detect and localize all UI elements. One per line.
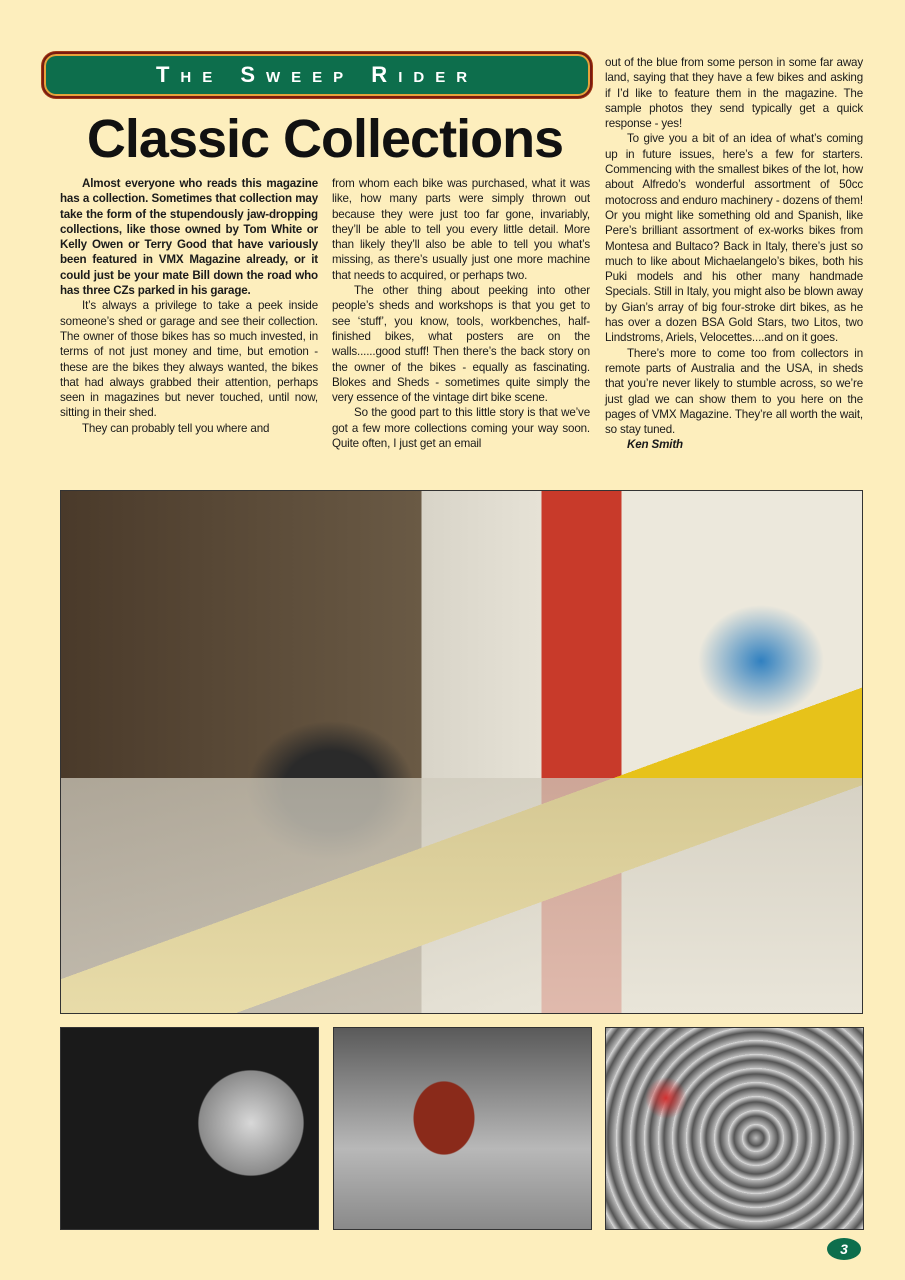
paragraph: It’s always a privilege to take a peek inside someone’s shed or garage and see their collection. The owner of those bikes has so much invested, in terms of not just money and time, but emotion - these are the bikes they always wanted, the bikes that had always grabbed their attention, perhaps seen in magazines but never touched, until now, sitting in their shed. (60, 299, 318, 420)
paragraph: There’s more to come too from collectors in remote parts of Australia and the USA, in sheds that you’re never likely to stumble across, so we’re just glad we can show them to you here on the pages of VMX Magazine. They’re all worth the wait, so stay tuned. (605, 346, 863, 437)
section-title: The Sweep Rider (155, 62, 479, 87)
page-number: 3 (827, 1238, 861, 1260)
article-title: Classic Collections (86, 109, 564, 169)
author-signature: Ken Smith (627, 438, 683, 452)
collector-portrait-photo (333, 1027, 592, 1230)
paragraph: So the good part to this little story is that we’ve got a few more collections coming your way soon. Quite often, I just get an email (332, 406, 590, 451)
engine-case-photo (60, 1027, 319, 1230)
lead-paragraph: Almost everyone who reads this magazine has a collection. Sometimes that collection may take the form of the stupendously jaw-dropping collections, like those owned by Tom White or Kelly Owen or Terry Good that have variously been featured in VMX Magazine already, or it could just be your mate Bill down the road who has three CZs parked in his garage. (60, 177, 318, 298)
parts-collection-photo (605, 1027, 864, 1230)
paragraph: from whom each bike was purchased, what it was like, how many parts were simply thrown out because they were just too far gone, invariably, they’ll be able to tell you every little detail. More than likely they’ll also be able to tell you what’s missing, as there’s usually just one more machine that needs to acquired, or perhaps two. (332, 177, 590, 282)
article-column-2 (332, 176, 590, 451)
paragraph: The other thing about peeking into other people’s sheds and workshops is that you get to see ‘stuff’, you know, tools, workbenches, half-finished bikes, what posters are on the walls......good stuff! Then there’s the back story on the owner of the bikes - equally as fascinating. Blokes and Sheds - sometimes quite simply the very essence of the vintage dirt bike scene. (332, 284, 590, 405)
section-banner (42, 52, 592, 98)
paragraph: They can probably tell you where and (82, 421, 270, 435)
paragraph: out of the blue from some person in some far away land, saying that they have a few bikes and asking if I’d like to feature them in the magazine. The sample photos they send typically get a quick response - yes! (605, 56, 863, 131)
workshop-photo (60, 490, 863, 1014)
paragraph: To give you a bit of an idea of what’s coming up in future issues, here’s a few for starters. Commencing with the smallest bikes of the lot, how about Alfredo’s wonderful assortment of 50cc motocross and enduro machinery - dozens of them! Or you might like something old and Spanish, like Pere’s brilliant assortment of ex-works bikes from Montesa and Bultaco? Back in Italy, there’s just so much to like about Michaelangelo’s bikes, both his Puki models and his other many handmade Specials. Still in Italy, you might also be blown away by Gian’s array of big four-stroke dirt bikes, as he has over a dozen BSA Gold Stars, two Litos, two Lindstroms, Ariels, Velocettes....and on it goes. (605, 132, 863, 345)
article-column-3 (605, 55, 863, 453)
article-column-1 (60, 176, 318, 436)
